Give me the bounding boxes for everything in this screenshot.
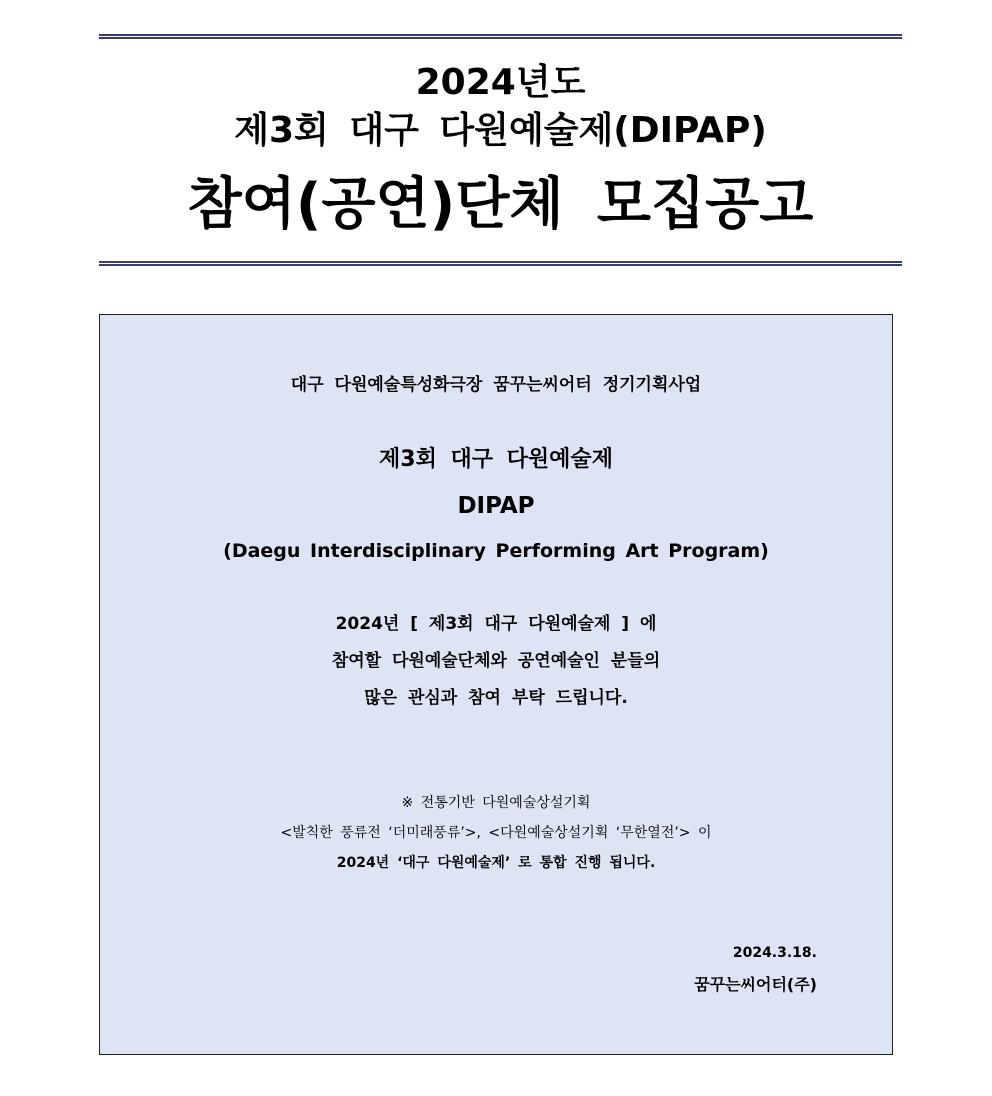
note-line: 2024년 ‘대구 다원예술제’ 로 통합 진행 됩니다. <box>336 855 656 871</box>
notice-date: 2024.3.18. <box>732 945 817 961</box>
page-title: 참여(공연)단체 모집공고 <box>187 172 814 237</box>
organization-name: 꿈꾸는씨어터(주) <box>694 975 817 994</box>
message-line: 참여할 다원예술단체와 공연예술인 분들의 <box>331 651 661 671</box>
note-line: <발칙한 풍류전 ‘더미래풍류’>, <다원예술상설기획 ‘무한열전’> 이 <box>280 825 712 841</box>
header-top-rule <box>99 34 902 39</box>
notice-box <box>99 314 893 1055</box>
header-bottom-rule <box>99 261 902 266</box>
festival-acronym: DIPAP <box>457 493 535 519</box>
festival-full-name: (Daegu Interdisciplinary Performing Art Program) <box>223 540 769 562</box>
message-line: 많은 관심과 참여 부탁 드립니다. <box>364 688 628 708</box>
program-name: 대구 다원예술특성화극장 꿈꾸는씨어터 정기기획사업 <box>290 375 702 395</box>
message-line: 2024년 [ 제3회 대구 다원예술제 ] 에 <box>335 614 657 634</box>
festival-name: 제3회 대구 다원예술제 <box>379 447 613 472</box>
header-festival-title: 제3회 대구 다원예술제(DIPAP) <box>234 110 767 151</box>
note-line: ※ 전통기반 다원예술상설기획 <box>401 795 591 811</box>
header-year: 2024년도 <box>415 62 586 103</box>
